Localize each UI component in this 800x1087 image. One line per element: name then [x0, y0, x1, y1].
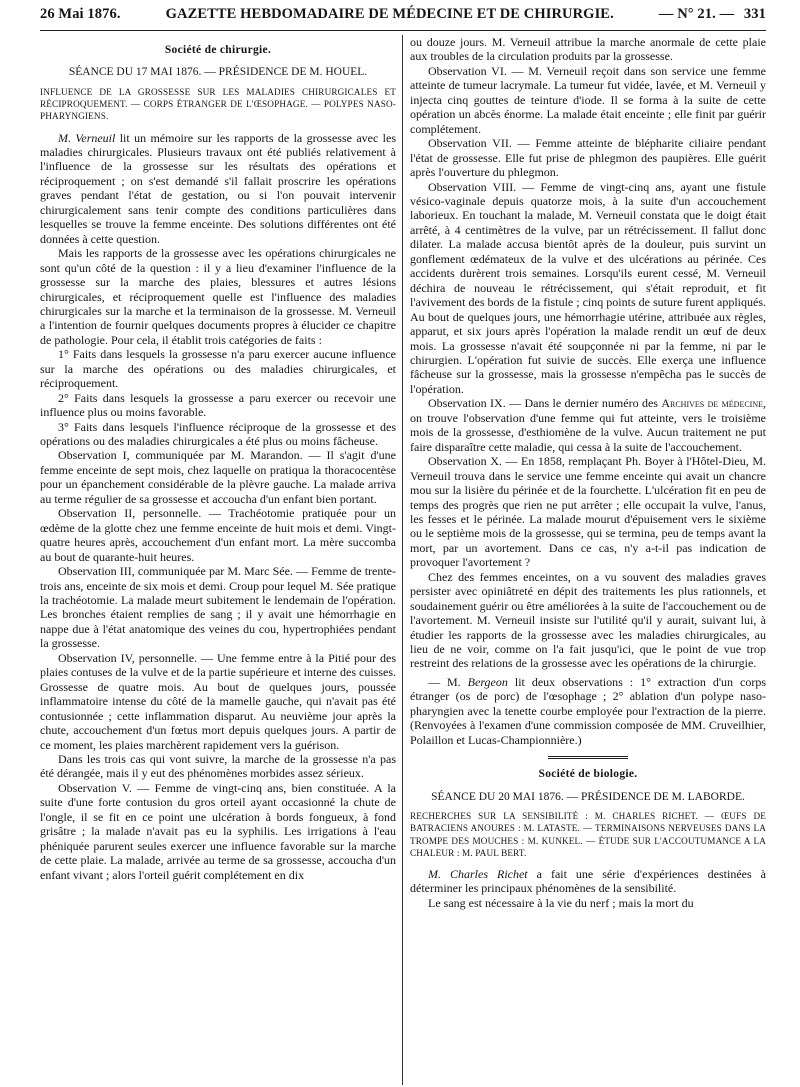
author-name: Bergeon: [467, 674, 508, 689]
paragraph-text: , on trouve l'observation d'une femme qui fut atteinte, vers le troisième mois de la grossesse, d'esthiomène de la vulve. Aucun traitement ne put faire disparaître cette maladie, qui cessa à la suite de l'accouchement.: [410, 396, 766, 454]
section-divider: [548, 756, 628, 759]
paragraph-text: a fait une série d'expériences destinées à déterminer les principaux phénomènes de la sensibilité.: [410, 866, 766, 896]
text-columns: [40, 35, 766, 910]
paragraph: Observation II, personnelle. — Trachéotomie pratiquée pour un œdème de la glotte chez une femme enceinte de huit mois et demi. Vingt-quatre heures après, accouchement d'un enfant mort. La mère succomba au bout de quarante-huit heures.: [40, 506, 396, 564]
paragraph: Observation X. — En 1858, remplaçant Ph. Boyer à l'Hôtel-Dieu, M. Verneuil trouva dans le service une femme enceinte qui avait un chancre mou sur la lisière du périnée et de la fourchette. L'ulcération fit en peu de temps des progrès que rien ne put arrêter ; elle occupait la vulve, l'anus, les fesses et le périnée. La malade mourut d'épuisement vers le sixième ou le septième mois de la grossesse, qui se termina, peu de temps avant la mort, par un avortement. Dans ce cas, n'y a-t-il pas indication de provoquer l'avortement ?: [410, 454, 766, 570]
paragraph: Mais les rapports de la grossesse avec les opérations chirurgicales ne sont qu'un côté de la question : il y a lieu d'examiner l'influence de la grossesse sur la marche des plaies, blessures et autres lésions chirurgicales, et réciproquement quelle est l'influence des maladies chirurgicales sur la marche et la terminaison de la grossesse. M. Verneuil a l'intention de fournir quelques documents propres à élucider ce chapitre de pathologie. Pour cela, il établit trois catégories de faits :: [40, 246, 396, 347]
paragraph-text: — M.: [428, 674, 468, 689]
left-column: [40, 35, 396, 910]
paragraph: Chez des femmes enceintes, on a vu souvent des maladies graves persister avec opiniâtreté en dépit des traitements les plus rationnels, et soudainement guérir ou être améliorées à la suite de l'accouchement ou de l'avortement. M. Verneuil insiste sur l'utilité qu'il y aurait, suivant lui, à étudier les rapports de la grossesse avec les maladies chirurgicales, au lieu de ne voir, comme on l'a fait jusqu'ici, que le point de vue trop restreint des relations de la grossesse avec les opérations de la chirurgie.: [410, 569, 766, 671]
paragraph: Observation VII. — Femme atteinte de blépharite ciliaire pendant l'état de grossesse. Elle fut prise de phlegmon des paupières. Elle guérit après l'ouverture du phlegmon.: [410, 136, 766, 180]
journal-name: Archives de médecine: [661, 396, 763, 411]
paragraph: Dans les trois cas qui vont suivre, la marche de la grossesse n'a pas été dérangée, mais il y eut des phénomènes morbides assez sérieux.: [40, 752, 396, 781]
paragraph: Le sang est nécessaire à la vie du nerf ; mais la mort du: [428, 895, 694, 910]
paragraph: 3° Faits dans lesquels l'influence réciproque de la grossesse et des opérations ou des maladies chirurgicales a été plus ou moins fâcheuse.: [40, 419, 396, 449]
paragraph: Observation IV, personnelle. — Une femme entre à la Pitié pour des plaies contuses de la vulve et de la partie supérieure et interne des cuisses. Grossesse de quatre mois. Au bout de quelques jours, poussée inflammatoire intense du côté de la mamelle gauche, qui n'avait pas été contusionnée ; cette inflammation disparut. Au neuvième jour après la chute, accouchement d'un fœtus mort depuis quelques jours. A partir de ce moment, les plaies marchèrent rapidement vers la guérison.: [40, 650, 396, 752]
paragraph: 1° Faits dans lesquels la grossesse n'a paru exercer aucune influence sur la marche des opérations ou des maladies chirurgicales, et réciproquement.: [40, 347, 396, 391]
seance-line: SÉANCE DU 17 MAI 1876. — PRÉSIDENCE DE M. HOUEL.: [68, 66, 368, 79]
paragraph: [410, 396, 766, 454]
header-issue-page: [659, 6, 766, 23]
paragraph-text: lit un mémoire sur les rapports de la grossesse avec les maladies chirurgicales. Plusieurs travaux ont été publiés relativement à l'influence de la grossesse sur les résultats des opérations et réciproquement ; on s'est demandé s'il fallait proscrire les opérations graves pendant l'état de gestation, ou si l'on pouvait intervenir chirurgicalement sans tenir compte des conditions particulières dans lesquelles se trouve la femme enceinte. Des solutions différentes ont été données à cette question.: [40, 130, 396, 246]
paragraph: [410, 675, 766, 747]
paragraph: 2° Faits dans lesquels la grossesse a paru exercer ou recevoir une influence plus ou moins favorable.: [40, 390, 396, 420]
header-page-number: 331: [743, 6, 766, 22]
header-date: 26 Mai 1876.: [40, 6, 121, 22]
header-title: GAZETTE HEBDOMADAIRE DE MÉDECINE ET DE CHIRURGIE.: [165, 6, 614, 22]
header-issue: — N° 21. —: [658, 6, 735, 22]
author-name: M. Charles Richet: [428, 866, 528, 881]
topics-summary: RECHERCHES SUR LA SENSIBILITÉ : M. CHARLES RICHET. — ŒUFS DE BATRACIENS ANOURES : M. LATASTE. — TERMINAISONS NERVEUSES DANS LA TROMPE DES MOUCHES : M. KUNKEL. — ÉTUDE SUR L'ACCOUTUMANCE A LA CHALEUR : M. PAUL BERT.: [410, 811, 766, 858]
paragraph: Observation III, communiquée par M. Marc Sée. — Femme de trente-trois ans, enceinte de six mois et demi. Croup pour lequel M. Sée pratique la trachéotomie. La malade meurt subitement le lendemain de l'opération. Les bronches étaient remplies de sang ; il y avait une hémorrhagie en nappe due à l'état anatomique des veines du cou, hypertrophiées pendant la grossesse.: [40, 564, 396, 651]
paragraph: [40, 131, 396, 247]
seance-line: SÉANCE DU 20 MAI 1876. — PRÉSIDENCE DE M. LABORDE.: [431, 790, 745, 803]
running-header: [40, 6, 766, 31]
right-column: [410, 35, 766, 910]
author-name: M. Verneuil: [58, 130, 116, 145]
section-title-biologie: Société de biologie.: [538, 768, 638, 781]
paragraph: Observation V. — Femme de vingt-cinq ans, bien constituée. A la suite d'une forte contusion du gros orteil ayant occasionné la chute de l'ongle, il se fit en ce point une ulcération à bords fongueux, à fond grisâtre ; la malade n'avait pas eu la syphilis. Les irrigations à l'eau phéniquée parurent seules exercer une influence favorable sur la marche de cette plaie. La malade, arrivée au terme de sa grossesse, accoucha d'un enfant vivant ; alors l'orteil guérit complétement en dix: [40, 780, 396, 882]
paragraph-text: lit deux observations : 1° extraction d'un corps étranger (os de porc) de l'œsophage ; 2° ablation d'un polype naso-pharyngien avec la tenette courbe employée pour l'extraction de la pierre. (Renvoyées à l'examen d'une commission composée de MM. Cruveilhier, Polaillon et Lucas-Championnière.): [410, 674, 767, 747]
paragraph-text: Observation IX. — Dans le dernier numéro des: [428, 396, 662, 411]
paragraph: ou douze jours. M. Verneuil attribue la marche anormale de cette plaie aux troubles de la circulation produits par la grossesse.: [410, 35, 766, 64]
topics-summary: INFLUENCE DE LA GROSSESSE SUR LES MALADIES CHIRURGICALES ET RÉCIPROQUEMENT. — CORPS ÉTRANGER DE L'ŒSOPHAGE. — POLYPES NASO-PHARYNGIENS.: [40, 86, 396, 122]
paragraph: [410, 867, 766, 896]
paragraph: Observation I, communiquée par M. Marandon. — Il s'agit d'une femme enceinte de sept mois, chez laquelle on pratiqua la thoracocentèse pour un épanchement considérable de la plèvre gauche. La malade arriva au terme régulier de sa grossesse et accoucha d'un enfant bien portant.: [40, 448, 396, 506]
paragraph: Observation VI. — M. Verneuil reçoit dans son service une femme atteinte de tumeur lacrymale. La tumeur fut vidée, lavée, et M. Verneuil y injecta cinq gouttes de teinture d'iode. Il se forma à la suite de cette opération un abcès énorme. La malade était enceinte ; elle finit par guérir complétement.: [410, 63, 766, 136]
column-rule: [402, 35, 403, 1085]
section-title-chirurgie: Société de chirurgie.: [164, 44, 272, 56]
paragraph: Observation VIII. — Femme de vingt-cinq ans, ayant une fistule vésico-vaginale depuis quatorze mois, à la suite d'un accouchement laborieux. En touchant la malade, M. Verneuil constata que le doigt était arrêté, à 4 centimètres de la vulve, par un rétrécissement. Il fallut donc dilater. La malade accusa bientôt après de la douleur, puis survint un gonflement œdémateux de la vulve et des ulcérations au périnée. Ces accidents durèrent trois semaines. Lorsqu'ils eurent cessé, M. Verneuil déchira de nouveau le rétrécissement, qui s'était reproduit, et fit l'avivement des bords de la fistule ; cinq points de suture furent appliqués. Au bout de quelques jours, une hémorrhagie utérine, attribuée aux règles, apparut, et six jours après l'opération la malade rendit un œuf de deux mois. La grossesse n'avait été soupçonnée ni par la femme, ni par le chirurgien. L'opération fut suivie de succès. Elle exerça une influence fâcheuse sur la grossesse, mais la grossesse n'empêcha pas le succès de l'opération.: [410, 179, 766, 396]
